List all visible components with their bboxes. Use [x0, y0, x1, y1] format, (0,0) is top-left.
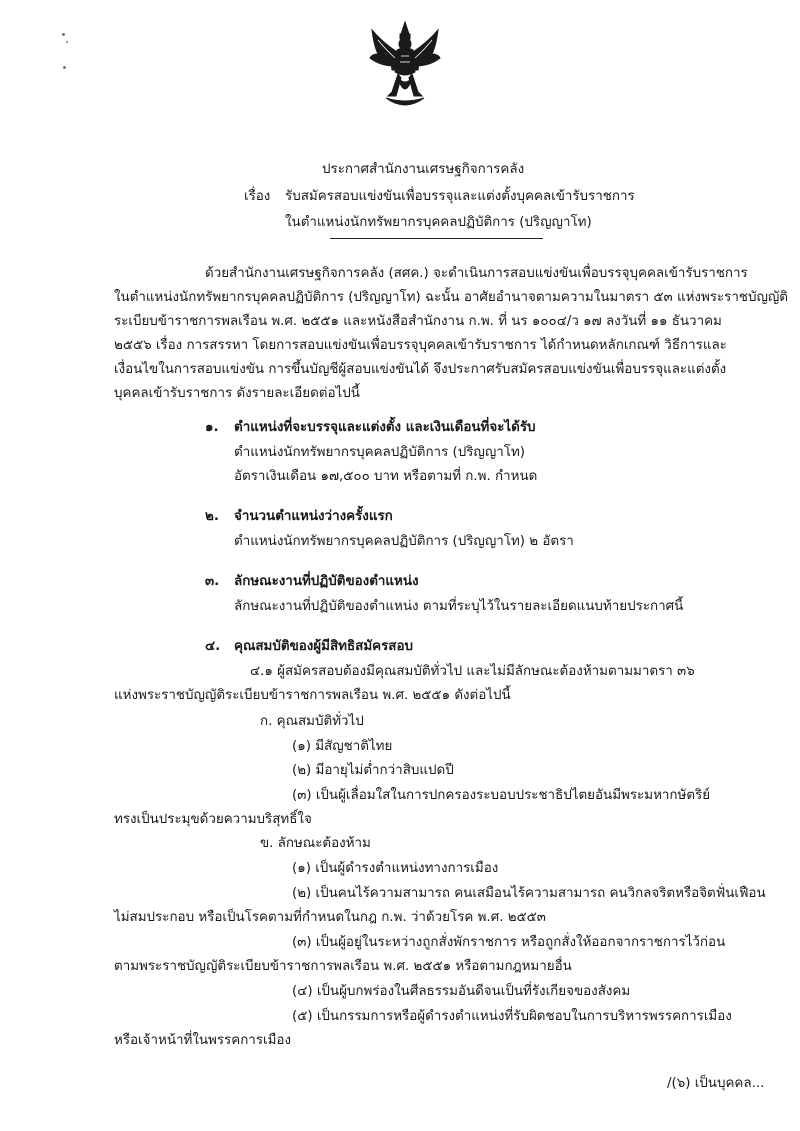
general-item-cont: ทรงเป็นประมุขด้วยความบริสุทธิ์ใจ — [114, 812, 312, 827]
section-2-line: ตำแหน่งนักทรัพยากรบุคคลปฏิบัติการ (ปริญญาโท) ๒ อัตรา — [234, 534, 574, 549]
subject-label: เรื่อง — [244, 189, 271, 204]
intro-line: ด้วยสำนักงานเศรษฐกิจการคลัง (สศค.) จะดำเนินการสอบแข่งขันเพื่อบรรจุบุคคลเข้ารับราชการ — [205, 266, 748, 281]
intro-line: ๒๕๕๖ เรื่อง การสรรหา โดยการสอบแข่งขันเพื่อบรรจุบุคคลเข้ารับราชการ ได้กำหนดหลักเกณฑ์ วิธีการและ — [114, 338, 727, 353]
scan-speck — [63, 66, 66, 69]
general-item: (๒) มีอายุไม่ต่ำกว่าสิบแปดปี — [292, 763, 454, 778]
subject-line-1: รับสมัครสอบแข่งขันเพื่อบรรจุและแต่งตั้งบุคคลเข้ารับราชการ — [285, 189, 635, 204]
section-2-number: ๒. — [205, 509, 219, 524]
prohibited-item: (๕) เป็นกรรมการหรือผู้ดำรงตำแหน่งที่รับผิดชอบในการบริหารพรรคการเมือง — [292, 1009, 732, 1024]
subject-line-2: ในตำแหน่งนักทรัพยากรบุคคลปฏิบัติการ (ปริญญาโท) — [285, 215, 592, 230]
continuation-marker: /(๖) เป็นบุคคล... — [667, 1076, 765, 1091]
announcement-title: ประกาศสำนักงานเศรษฐกิจการคลัง — [322, 162, 525, 177]
title-divider — [330, 238, 543, 239]
general-item: (๓) เป็นผู้เลื่อมใสในการปกครองระบอบประชาธิปไตยอันมีพระมหากษัตริย์ — [292, 788, 711, 803]
scan-speck — [66, 41, 68, 43]
general-item: (๑) มีสัญชาติไทย — [292, 739, 393, 754]
section-1-line: ตำแหน่งนักทรัพยากรบุคคลปฏิบัติการ (ปริญญาโท) — [234, 445, 526, 460]
intro-line: เงื่อนไขในการสอบแข่งขัน การขึ้นบัญชีผู้สอบแข่งขันได้ จึงประกาศรับสมัครสอบแข่งขันเพื่อบรรจุและแต่งตั้ง — [114, 362, 727, 377]
prohibited-item-cont: ตามพระราชบัญญัติระเบียบข้าราชการพลเรือน พ.ศ. ๒๕๕๑ หรือตามกฎหมายอื่น — [114, 959, 572, 974]
intro-line: ระเบียบข้าราชการพลเรือน พ.ศ. ๒๕๕๑ และหนังสือสำนักงาน ก.พ. ที่ นร ๑๐๐๔/ว ๑๗ ลงวันที่ ๑๑ ธันวาคม — [114, 314, 722, 329]
section-2-heading: จำนวนตำแหน่งว่างครั้งแรก — [234, 509, 393, 524]
section-1-heading: ตำแหน่งที่จะบรรจุและแต่งตั้ง และเงินเดือนที่จะได้รับ — [234, 420, 536, 435]
section-4-number: ๔. — [205, 639, 221, 654]
prohibited-item: (๔) เป็นผู้บกพร่องในศีลธรรมอันดีจนเป็นที่รังเกียจของสังคม — [292, 984, 631, 999]
section-4-1-line: แห่งพระราชบัญญัติระเบียบข้าราชการพลเรือน พ.ศ. ๒๕๕๑ ดังต่อไปนี้ — [114, 688, 511, 703]
section-3-heading: ลักษณะงานที่ปฏิบัติของตำแหน่ง — [234, 574, 419, 589]
scan-speck — [62, 33, 65, 36]
section-3-line: ลักษณะงานที่ปฏิบัติของตำแหน่ง ตามที่ระบุไว้ในรายละเอียดแนบท้ายประกาศนี้ — [234, 599, 684, 614]
intro-line: ในตำแหน่งนักทรัพยากรบุคคลปฏิบัติการ (ปริญญาโท) ฉะนั้น อาศัยอำนาจตามความในมาตรา ๕๓ แห่งพระราชบัญญัติ — [114, 290, 788, 305]
prohibited-item: (๓) เป็นผู้อยู่ในระหว่างถูกสั่งพักราชการ หรือถูกสั่งให้ออกจากราชการไว้ก่อน — [292, 935, 726, 950]
sub-heading-general: ก. คุณสมบัติทั่วไป — [260, 714, 364, 729]
intro-line: บุคคลเข้ารับราชการ ดังรายละเอียดต่อไปนี้ — [114, 386, 360, 401]
prohibited-item: (๑) เป็นผู้ดำรงตำแหน่งทางการเมือง — [292, 861, 499, 876]
prohibited-item-cont: ไม่สมประกอบ หรือเป็นโรคตามที่กำหนดในกฎ ก.พ. ว่าด้วยโรค พ.ศ. ๒๕๕๓ — [114, 910, 546, 925]
prohibited-item-cont: หรือเจ้าหน้าที่ในพรรคการเมือง — [114, 1033, 291, 1048]
garuda-emblem-icon — [368, 20, 442, 112]
section-3-number: ๓. — [205, 574, 220, 589]
section-4-heading: คุณสมบัติของผู้มีสิทธิสมัครสอบ — [234, 639, 414, 654]
section-4-1-line: ๔.๑ ผู้สมัครสอบต้องมีคุณสมบัติทั่วไป และไม่มีลักษณะต้องห้ามตามมาตรา ๓๖ — [250, 664, 695, 679]
sub-heading-prohibited: ข. ลักษณะต้องห้าม — [260, 836, 371, 851]
section-1-line: อัตราเงินเดือน ๑๗,๕๐๐ บาท หรือตามที่ ก.พ. กำหนด — [234, 469, 538, 484]
prohibited-item: (๒) เป็นคนไร้ความสามารถ คนเสมือนไร้ความสามารถ คนวิกลจริตหรือจิตฟั่นเฟือน — [292, 886, 766, 901]
section-1-number: ๑. — [205, 420, 219, 435]
